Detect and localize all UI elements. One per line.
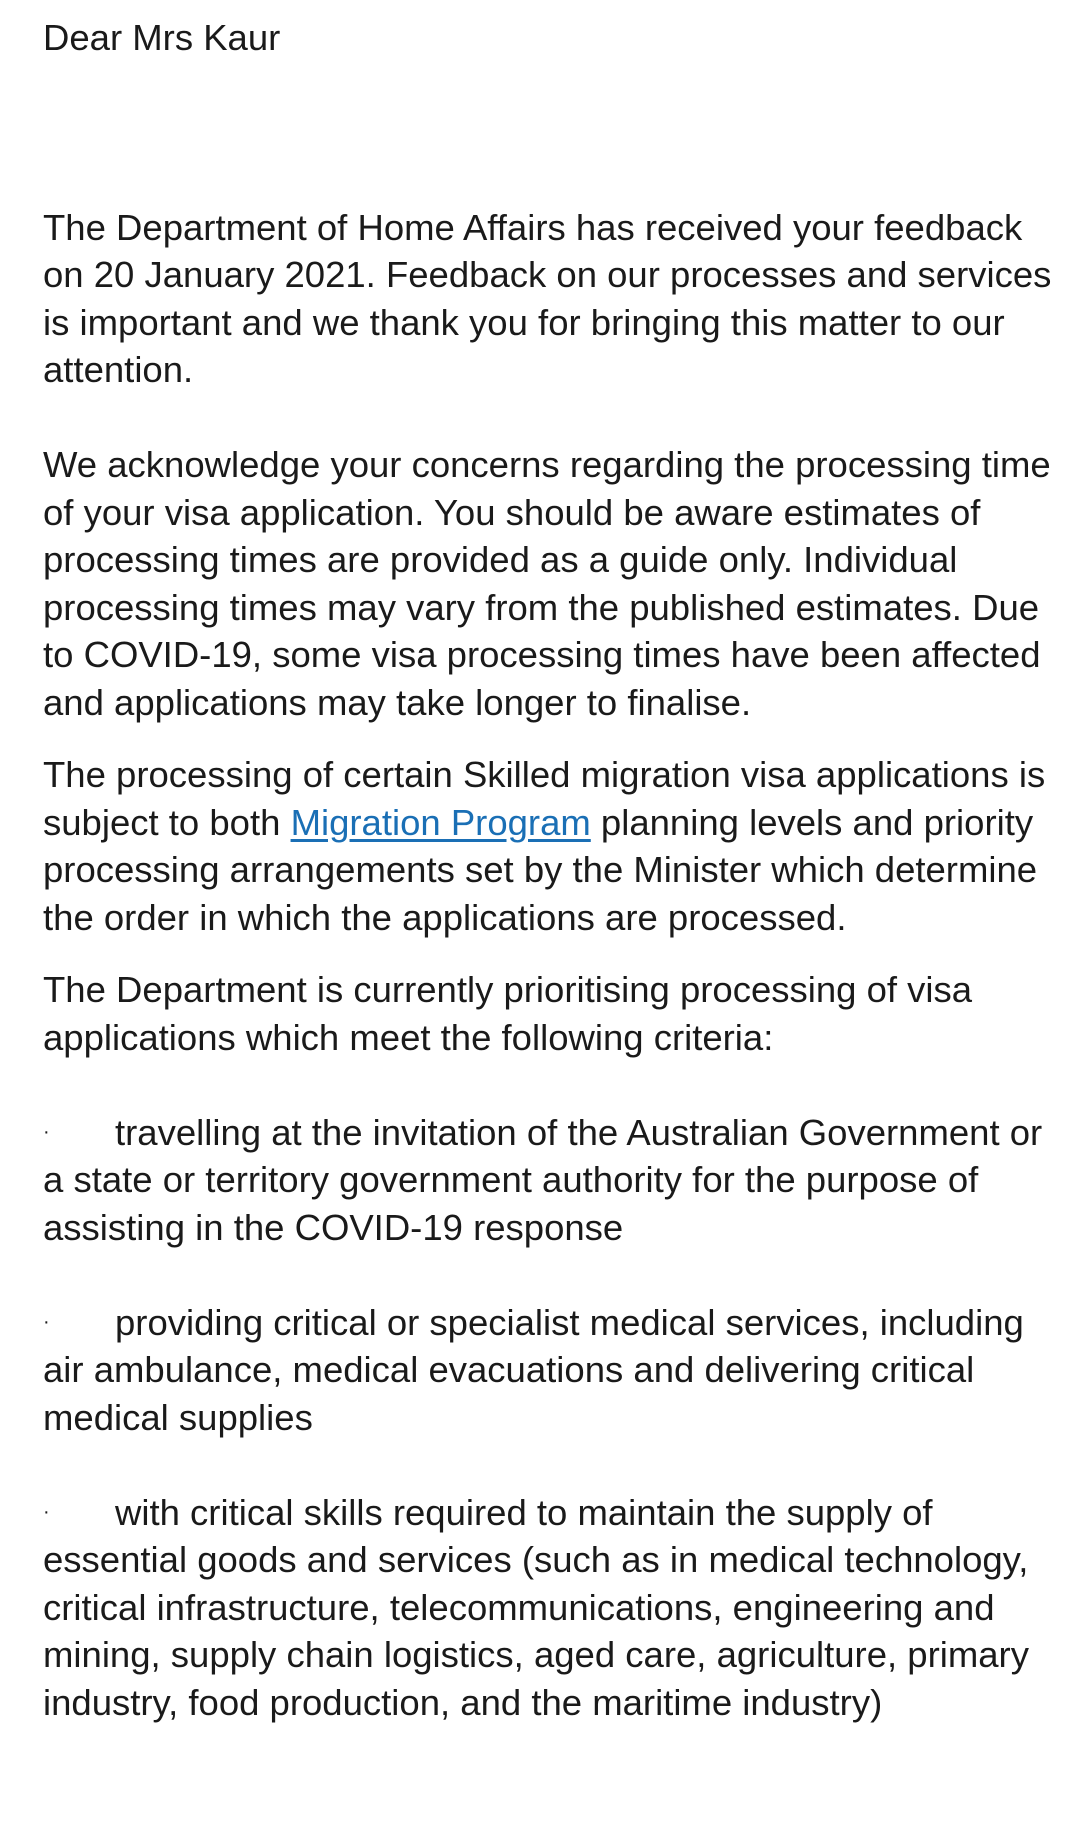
bullet-dot-icon: · <box>43 1500 50 1523</box>
email-body <box>43 0 1063 1726</box>
salutation: Dear Mrs Kaur <box>43 17 281 58</box>
bullet-dot-icon: · <box>43 1120 50 1143</box>
bullet-text: providing critical or specialist medical services, including air ambulance, medical evacuations and delivering critical medical supplies <box>43 1301 1024 1438</box>
bullet-text: travelling at the invitation of the Australian Government or a state or territory government authority for the purpose of assisting in the COVID-19 response <box>43 1111 1043 1248</box>
paragraph-processing-time: We acknowledge your concerns regarding the processing time of your visa application. You should be aware estimates of processing times are provided as a guide only. Individual processing times may vary from the published estimates. Due to COVID-19, some visa processing times have been affected and applications may take longer to finalise. <box>43 444 1051 723</box>
paragraph-skilled-migration-text-start: The processing of certain Skilled migration visa applications is subject to both <box>43 754 1046 843</box>
paragraph-feedback-received: The Department of Home Affairs has received your feedback on 20 January 2021. Feedback on our processes and services is important and we thank you for bringing this matter to our attention. <box>43 206 1052 390</box>
paragraph-prioritising: The Department is currently prioritising processing of visa applications which meet the following criteria: <box>43 969 973 1058</box>
list-item <box>43 1109 1063 1252</box>
migration-program-link[interactable]: Migration Program <box>290 801 591 843</box>
bullet-text: with critical skills required to maintain the supply of essential goods and services (such as in medical technology, critical infrastructure, telecommunications, engineering and mining, supply chain logistics, aged care, agriculture, primary industry, food production, and the maritime industry) <box>43 1491 1029 1723</box>
paragraph-skilled-migration <box>43 751 1063 941</box>
bullet-dot-icon: · <box>43 1310 50 1333</box>
list-item <box>43 1489 1063 1727</box>
paragraph-skilled-migration-text-end: planning levels and priority processing arrangements set by the Minister which determine the order in which the applications are processed. <box>43 801 1038 938</box>
list-item <box>43 1299 1063 1442</box>
